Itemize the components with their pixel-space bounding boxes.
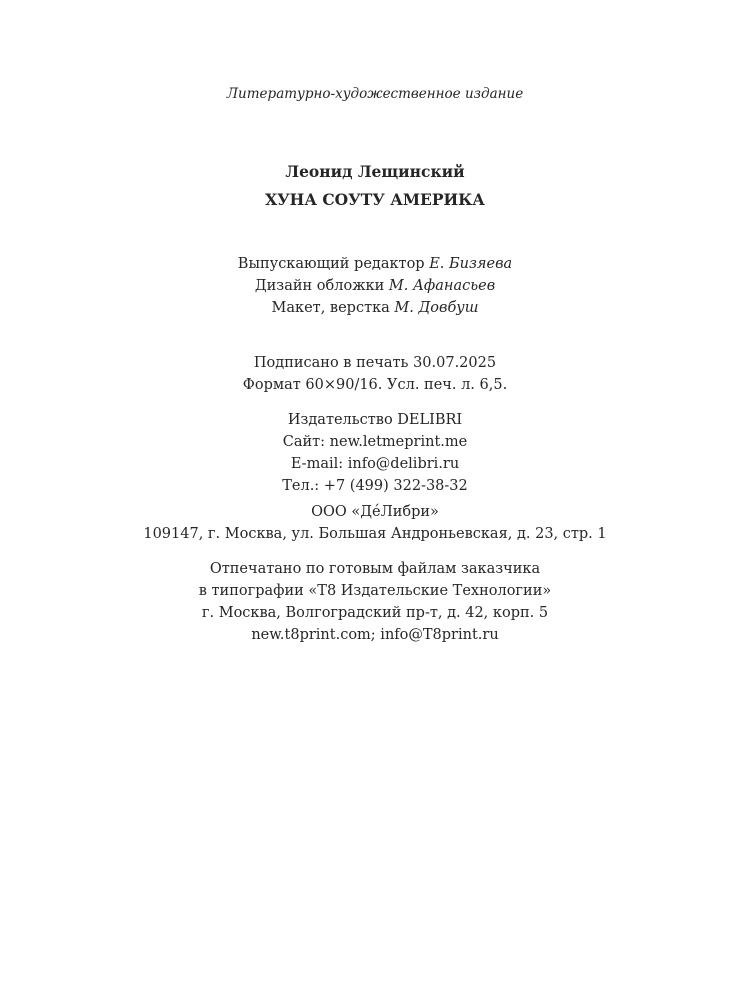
printing-line-2: в типографии «Т8 Издательские Технологии» [198,583,552,599]
printing-line-3: г. Москва, Волгоградский пр-т, д. 42, корп. 5 [201,605,549,621]
publisher-name: Издательство DELIBRI [287,412,463,428]
organization-name: ООО «ДéЛибри» [311,504,439,520]
signed-to-print: Подписано в печать 30.07.2025 [253,355,497,371]
book-title: ХУНА СОУТУ АМЕРИКА [265,190,485,209]
credit-person: Е. Бизяева [429,256,513,272]
author-name: Леонид Лещинский [285,162,465,181]
credit-layout [0,298,750,318]
organization-address: 109147, г. Москва, ул. Большая Андроньевская, д. 23, стр. 1 [143,526,607,542]
credit-editor [0,254,750,274]
series-label: Литературно-художественное издание [226,86,524,102]
printing-line-4: new.t8print.com; info@T8print.ru [251,627,499,643]
credit-person: М. Афанасьев [388,278,496,294]
printing-line-1: Отпечатано по готовым файлам заказчика [209,561,541,577]
publisher-email: E-mail: info@delibri.ru [290,456,460,472]
credit-role: Дизайн обложки [254,278,385,294]
credit-role: Выпускающий редактор [237,256,425,272]
publisher-phone: Тел.: +7 (499) 322-38-32 [282,478,468,494]
credit-person: М. Довбуш [394,300,479,316]
credit-cover-design [0,276,750,296]
print-format: Формат 60×90/16. Усл. печ. л. 6,5. [242,377,508,393]
credit-role: Макет, верстка [271,300,390,316]
publisher-site: Сайт: new.letmeprint.me [282,434,468,450]
